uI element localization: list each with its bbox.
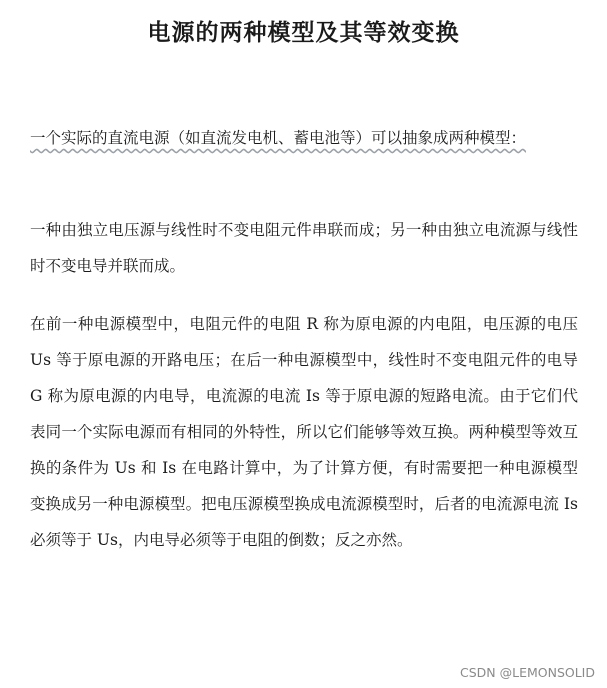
paragraph-models: 一种由独立电压源与线性时不变电阻元件串联而成；另一种由独立电流源与线性时不变电导并联而成。 bbox=[30, 221, 578, 275]
paragraph-equivalence: 在前一种电源模型中，电阻元件的电阻 R 称为原电源的内电阻，电压源的电压 Us 等于原电源的开路电压；在后一种电源模型中，线性时不变电阻元件的电导 G 称为原电源的内电导，电流源的电流 Is 等于原电源的短路电流。由于它们代表同一个实际电源而有相同的外特性，所以它们能够等效互换。两种模型等效互换的条件为 Us 和 Is 在电路计算中，为了计算方便，有时需要把一种电源模型变换成另一种电源模型。把电压源模型换成电流源模型时，后者的电流源电流 Is 必须等于 Us，内电导必须等于电阻的倒数；反之亦然。 bbox=[30, 315, 578, 549]
paragraph-intro-text: 一个实际的直流电源（如直流发电机、蓄电池等）可以抽象成两种模型： bbox=[30, 129, 527, 147]
paragraph-intro bbox=[30, 120, 578, 156]
watermark: CSDN @LEMONSOLID bbox=[460, 665, 595, 680]
document-title: 电源的两种模型及其等效变换 bbox=[147, 19, 460, 46]
